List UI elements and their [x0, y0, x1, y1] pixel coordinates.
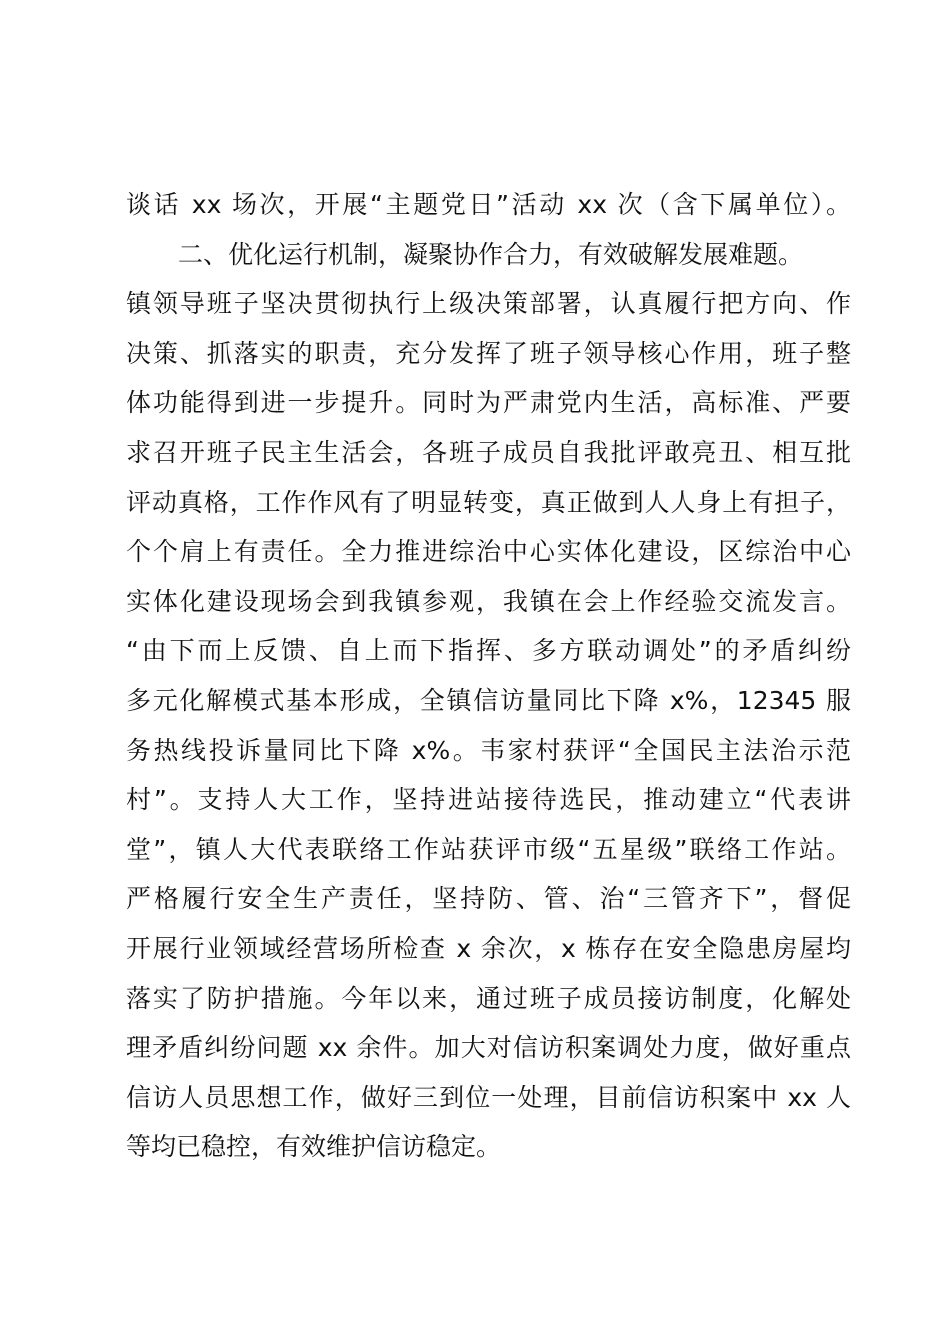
text-line: 务热线投诉量同比下降 x%。韦家村获评“全国民主法治示范 [126, 735, 851, 765]
text-line: 个个肩上有责任。全力推进综治中心实体化建设，区综治中心 [126, 537, 851, 567]
text-line: 严格履行安全生产责任，坚持防、管、治“三管齐下”，督促 [126, 884, 851, 914]
text-line: 求召开班子民主生活会，各班子成员自我批评敢亮丑、相互批 [126, 437, 851, 467]
text-line: 落实了防护措施。今年以来，通过班子成员接访制度，化解处 [126, 983, 851, 1013]
text-line: 信访人员思想工作，做好三到位一处理，目前信访积案中 xx 人 [126, 1082, 851, 1112]
text-line: 等均已稳控，有效维护信访稳定。 [126, 1132, 502, 1162]
section-heading: 二、优化运行机制，凝聚协作合力，有效破解发展难题。 [178, 239, 804, 269]
text-line: 谈话 xx 场次，开展“主题党日”活动 xx 次（含下属单位）。 [126, 190, 851, 219]
text-line: 镇领导班子坚决贯彻执行上级决策部署，认真履行把方向、作 [126, 289, 851, 319]
text-line: 堂”，镇人大代表联络工作站获评市级“五星级”联络工作站。 [126, 834, 851, 864]
text-line: 实体化建设现场会到我镇参观，我镇在会上作经验交流发言。 [126, 586, 851, 616]
text-line: 开展行业领域经营场所检查 x 余次，x 栋存在安全隐患房屋均 [126, 933, 851, 963]
body-text [126, 180, 866, 1172]
text-line: 决策、抓落实的职责，充分发挥了班子领导核心作用，班子整 [126, 338, 851, 368]
text-line: 村”。支持人大工作，坚持进站接待选民，推动建立“代表讲 [126, 785, 851, 815]
text-line: 理矛盾纠纷问题 xx 余件。加大对信访积案调处力度，做好重点 [126, 1033, 851, 1063]
text-line: 多元化解模式基本形成，全镇信访量同比下降 x%，12345 服 [126, 685, 851, 715]
text-line: 评动真格，工作作风有了明显转变，真正做到人人身上有担子， [126, 487, 851, 517]
text-line: “由下而上反馈、自上而下指挥、多方联动调处”的矛盾纠纷 [126, 636, 851, 666]
text-line: 体功能得到进一步提升。同时为严肃党内生活，高标准、严要 [126, 388, 851, 418]
